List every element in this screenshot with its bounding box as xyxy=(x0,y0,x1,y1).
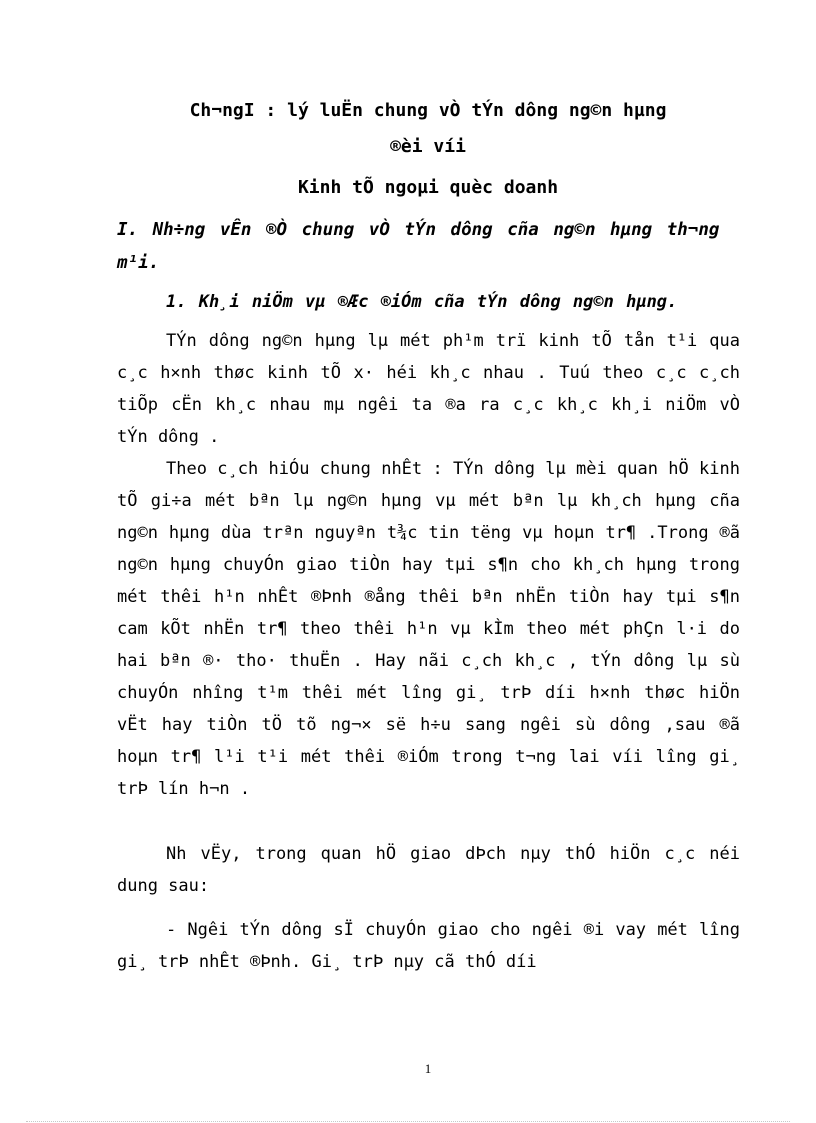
paragraph-text: Nh vËy, trong quan hÖ giao dÞch nµy thÓ hiÖn c¸c néi dung sau: xyxy=(117,844,740,896)
section-heading: I. Nh÷ng vÊn ®Ò chung vÒ tÝn dông cña ng©n hµng th¬ng m¹i. xyxy=(117,220,720,273)
chapter-title-line2: ®èi víi xyxy=(390,136,466,157)
paragraph xyxy=(117,453,740,805)
paragraph-text: Theo c¸ch hiÓu chung nhÊt : TÝn dông lµ mèi quan hÖ kinh tÕ gi÷a mét bªn lµ ng©n hµng vµ mét bªn lµ kh¸ch hµng cña ng©n hµng dùa trªn nguyªn t¾c tin tëng vµ hoµn tr¶ .Trong ®ã ng©n hµng chuyÓn giao tiÒn hay tµi s¶n cho kh¸ch hµng trong mét thêi h¹n nhÊt ®Þnh ®ång thêi bªn nhËn tiÒn hay tµi s¶n cam kÕt nhËn tr¶ theo thêi h¹n vµ kÌm theo mét phÇn l·i do hai bªn ®· tho· thuËn . Hay nãi c¸ch kh¸c , tÝn dông lµ sù chuyÓn nhîng t¹m thêi mét lîng gi¸ trÞ díi h×nh thøc hiÖn vËt hay tiÒn tÖ tõ ng¬× së h÷u sang ngêi sù dông ,sau ®ã hoµn tr¶ l¹i t¹i mét thêi ®iÓm trong t¬ng lai víi lîng gi¸ trÞ lín h¬n . xyxy=(117,459,740,799)
paragraph-text: - Ngêi tÝn dông sÏ chuyÓn giao cho ngêi ®i vay mét lîng gi¸ trÞ nhÊt ®Þnh. Gi¸ trÞ nµy cã thÓ díi xyxy=(117,920,740,972)
page-divider xyxy=(26,1121,790,1122)
paragraph xyxy=(117,838,740,902)
paragraph-text: TÝn dông ng©n hµng lµ mét ph¹m trï kinh tÕ tån t¹i qua c¸c h×nh thøc kinh tÕ x· héi kh¸c nhau . Tuú theo c¸c c¸ch tiÕp cËn kh¸c nhau mµ ngêi ta ®a ra c¸c kh¸c kh¸i niÖm vÒ tÝn dông . xyxy=(117,331,740,447)
paragraph xyxy=(117,325,740,453)
subsection-heading: 1. Kh¸i niÖm vµ ®Æc ®iÓm cña tÝn dông ng©n hµng. xyxy=(166,292,678,312)
page-number: 1 xyxy=(424,1061,432,1076)
chapter-title: Ch¬ngI : lý luËn chung vÒ tÝn dông ng©n hµng xyxy=(189,100,667,121)
chapter-subtitle: Kinh tÕ ngoµi quèc doanh xyxy=(297,177,559,198)
paragraph xyxy=(117,914,740,978)
